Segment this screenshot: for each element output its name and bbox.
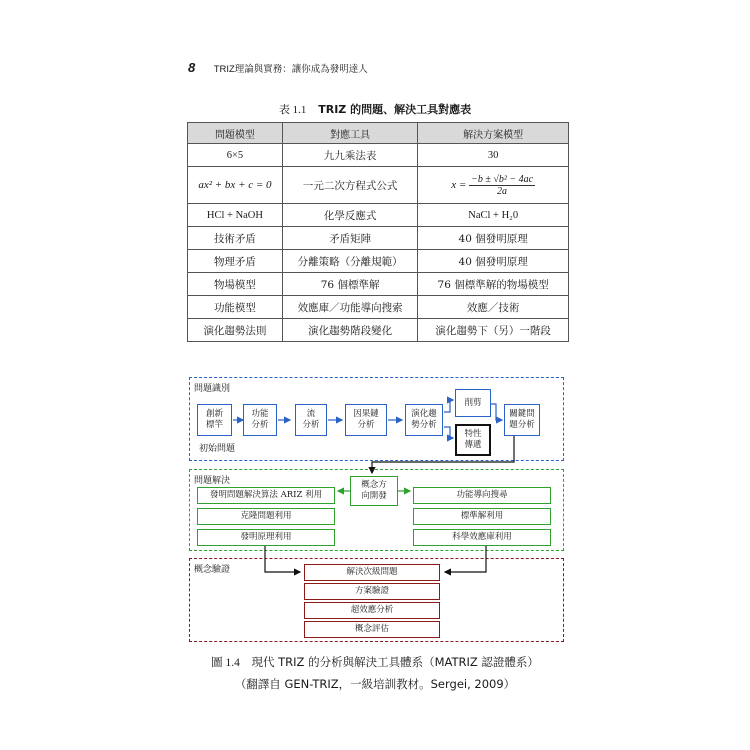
box-cause-effect-chain: 因果鏈 分析 xyxy=(345,404,387,436)
box-innovation-benchmark: 創新 標竿 xyxy=(197,404,232,436)
figure-title: 現代 TRIZ 的分析與解決工具體系（MATRIZ 認證體系） xyxy=(251,655,539,669)
box-clone-problem: 克隆問題利用 xyxy=(197,508,335,525)
box-flow-analysis: 流 分析 xyxy=(295,404,327,436)
figure-source: （翻譯自 GEN-TRIZ，一級培訓教材。Sergei, 2009） xyxy=(234,677,516,691)
table-number: 表 1.1 xyxy=(278,104,307,116)
table-cell: 矛盾矩陣 xyxy=(282,227,417,250)
box-inventive-principles: 發明原理利用 xyxy=(197,529,335,546)
box-solution-verification: 方案驗證 xyxy=(304,583,440,600)
table-cell: 76 個標準解 xyxy=(282,273,417,296)
box-super-effect-analysis: 超效應分析 xyxy=(304,602,440,619)
book-title: TRIZ理論與實務：讓你成為發明達人 xyxy=(213,64,368,75)
table-cell: 物理矛盾 xyxy=(188,250,283,273)
quadratic-equation: ax² + bx + c = 0 xyxy=(198,179,272,191)
initial-problem-note: 初始問題 xyxy=(199,444,236,454)
formula-lhs: x = xyxy=(451,178,467,191)
table-title: TRIZ 的問題、解決工具對應表 xyxy=(318,103,472,116)
column-header: 解決方案模型 xyxy=(418,123,569,144)
group-label-solve: 問題解決 xyxy=(194,476,231,486)
table-cell: 76 個標準解的物場模型 xyxy=(418,273,569,296)
table-cell: 演化趨勢階段變化 xyxy=(282,319,417,342)
box-concept-direction: 概念方 向開發 xyxy=(350,476,398,506)
box-evolution-trend: 演化趨 勢分析 xyxy=(405,404,443,436)
table-cell: 6×5 xyxy=(188,144,283,167)
figure-number: 圖 1.4 xyxy=(211,657,240,669)
figure-caption xyxy=(0,654,750,670)
group-label-verify: 概念驗證 xyxy=(194,565,231,575)
table-cell: NaCl + H₂0 xyxy=(418,204,569,227)
formula-numerator: −b ± √b² − 4ac xyxy=(471,173,534,185)
table-cell: HCl + NaOH xyxy=(188,204,283,227)
page-number: 8 xyxy=(188,60,196,75)
formula-denominator: 2a xyxy=(497,185,508,197)
table-cell: 演化趨勢下（另）一階段 xyxy=(418,319,569,342)
table-cell: 效應庫／功能導向搜索 xyxy=(282,296,417,319)
table-cell: 效應／技術 xyxy=(418,296,569,319)
group-label-identify: 問題識別 xyxy=(194,384,231,394)
table-cell: 技術矛盾 xyxy=(188,227,283,250)
table-cell: 演化趨勢法則 xyxy=(188,319,283,342)
box-function-oriented-search: 功能導向搜尋 xyxy=(413,487,551,504)
box-concept-evaluation: 概念評估 xyxy=(304,621,440,638)
table-cell: 功能模型 xyxy=(188,296,283,319)
table-cell: 化學反應式 xyxy=(282,204,417,227)
box-trimming: 削剪 xyxy=(455,389,491,417)
column-header: 對應工具 xyxy=(282,123,417,144)
box-secondary-problems: 解決次級問題 xyxy=(304,564,440,581)
table-cell: 一元二次方程式公式 xyxy=(282,167,417,204)
table-cell: 40 個發明原理 xyxy=(418,227,569,250)
box-key-problem-analysis: 關鍵問 題分析 xyxy=(504,404,540,436)
table-cell: 30 xyxy=(418,144,569,167)
box-ariz: 發明問題解決算法 ARIZ 利用 xyxy=(197,487,335,504)
table-cell: 九九乘法表 xyxy=(282,144,417,167)
box-function-analysis: 功能 分析 xyxy=(243,404,277,436)
box-effects-database: 科學效應庫利用 xyxy=(413,529,551,546)
table-cell: 分離策略（分離規範） xyxy=(282,250,417,273)
column-header: 問題模型 xyxy=(188,123,283,144)
box-feature-transfer: 特性 傳遞 xyxy=(455,424,491,456)
table-cell: 物場模型 xyxy=(188,273,283,296)
table-cell: 40 個發明原理 xyxy=(418,250,569,273)
box-standard-solutions: 標準解利用 xyxy=(413,508,551,525)
